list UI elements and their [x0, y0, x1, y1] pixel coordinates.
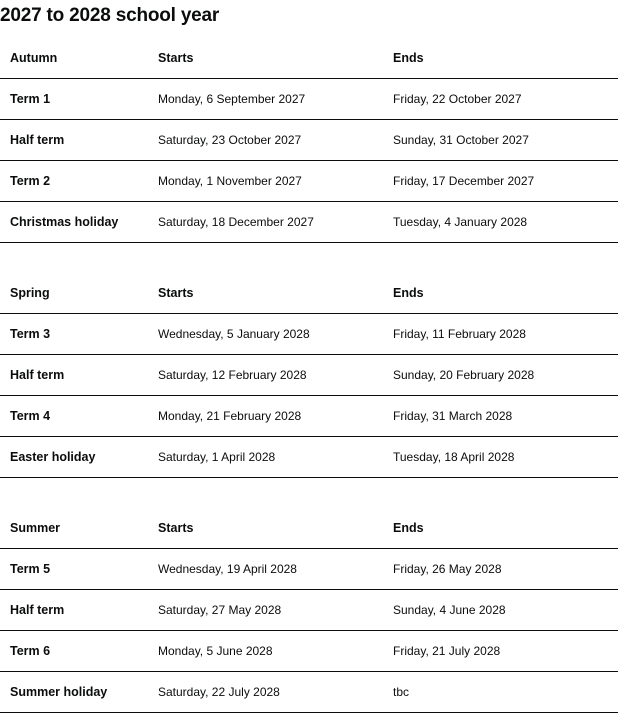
period-label: Term 5 — [0, 549, 158, 590]
period-label: Term 4 — [0, 396, 158, 437]
start-date: Monday, 6 September 2027 — [158, 79, 393, 120]
end-date: Tuesday, 18 April 2028 — [393, 437, 618, 478]
starts-header: Starts — [158, 273, 393, 314]
summer-term-table — [0, 508, 618, 713]
season-header: Autumn — [0, 38, 158, 79]
table-row — [0, 314, 618, 355]
table-row — [0, 549, 618, 590]
table-row — [0, 672, 618, 713]
autumn-term-table — [0, 38, 618, 243]
start-date: Saturday, 1 April 2028 — [158, 437, 393, 478]
table-row — [0, 161, 618, 202]
end-date: Friday, 31 March 2028 — [393, 396, 618, 437]
end-date: Friday, 11 February 2028 — [393, 314, 618, 355]
table-row — [0, 437, 618, 478]
period-label: Easter holiday — [0, 437, 158, 478]
spring-term-table — [0, 273, 618, 478]
start-date: Saturday, 22 July 2028 — [158, 672, 393, 713]
start-date: Monday, 21 February 2028 — [158, 396, 393, 437]
end-date: Friday, 26 May 2028 — [393, 549, 618, 590]
period-label: Christmas holiday — [0, 202, 158, 243]
start-date: Saturday, 27 May 2028 — [158, 590, 393, 631]
table-row — [0, 396, 618, 437]
period-label: Half term — [0, 355, 158, 396]
period-label: Term 1 — [0, 79, 158, 120]
start-date: Saturday, 12 February 2028 — [158, 355, 393, 396]
start-date: Wednesday, 19 April 2028 — [158, 549, 393, 590]
table-row — [0, 79, 618, 120]
period-label: Term 6 — [0, 631, 158, 672]
table-header-row — [0, 38, 618, 79]
table-row — [0, 590, 618, 631]
end-date: tbc — [393, 672, 618, 713]
end-date: Friday, 22 October 2027 — [393, 79, 618, 120]
starts-header: Starts — [158, 508, 393, 549]
ends-header: Ends — [393, 273, 618, 314]
end-date: Tuesday, 4 January 2028 — [393, 202, 618, 243]
season-header: Spring — [0, 273, 158, 314]
table-header-row — [0, 273, 618, 314]
start-date: Monday, 5 June 2028 — [158, 631, 393, 672]
end-date: Sunday, 4 June 2028 — [393, 590, 618, 631]
period-label: Summer holiday — [0, 672, 158, 713]
table-row — [0, 202, 618, 243]
start-date: Wednesday, 5 January 2028 — [158, 314, 393, 355]
table-row — [0, 120, 618, 161]
period-label: Term 2 — [0, 161, 158, 202]
end-date: Friday, 17 December 2027 — [393, 161, 618, 202]
start-date: Monday, 1 November 2027 — [158, 161, 393, 202]
page-title: 2027 to 2028 school year — [0, 5, 220, 26]
period-label: Term 3 — [0, 314, 158, 355]
start-date: Saturday, 18 December 2027 — [158, 202, 393, 243]
season-header: Summer — [0, 508, 158, 549]
ends-header: Ends — [393, 38, 618, 79]
ends-header: Ends — [393, 508, 618, 549]
end-date: Sunday, 31 October 2027 — [393, 120, 618, 161]
period-label: Half term — [0, 590, 158, 631]
starts-header: Starts — [158, 38, 393, 79]
end-date: Sunday, 20 February 2028 — [393, 355, 618, 396]
table-row — [0, 355, 618, 396]
start-date: Saturday, 23 October 2027 — [158, 120, 393, 161]
table-header-row — [0, 508, 618, 549]
end-date: Friday, 21 July 2028 — [393, 631, 618, 672]
table-row — [0, 631, 618, 672]
period-label: Half term — [0, 120, 158, 161]
